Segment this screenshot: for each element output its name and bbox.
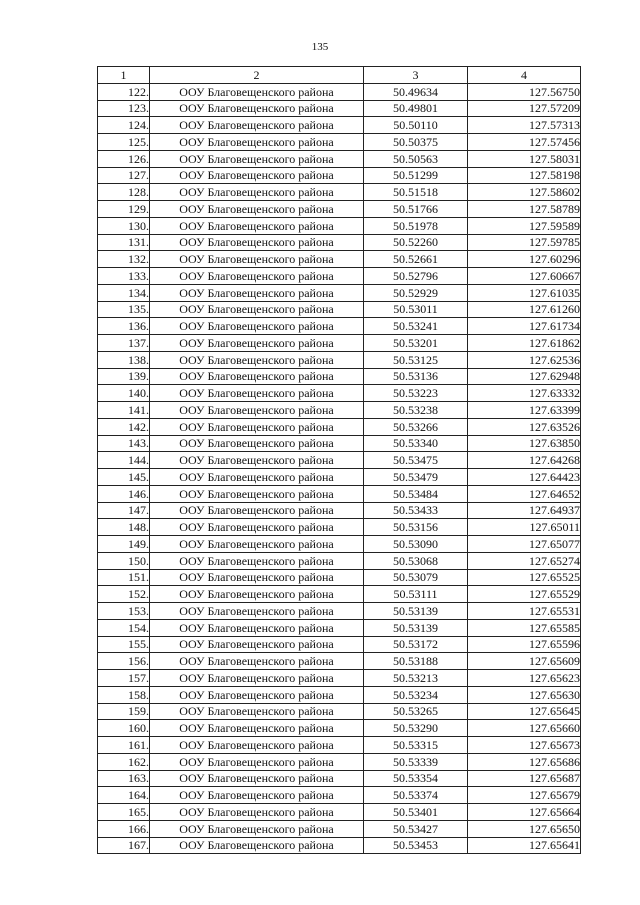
latitude-value: 50.53241 xyxy=(364,318,468,335)
organization-name: ООУ Благовещенского района xyxy=(150,686,364,703)
table-row xyxy=(98,201,581,218)
table-row xyxy=(98,770,581,787)
table-row xyxy=(98,301,581,318)
organization-name: ООУ Благовещенского района xyxy=(150,552,364,569)
longitude-value: 127.58602 xyxy=(468,184,581,201)
organization-name: ООУ Благовещенского района xyxy=(150,586,364,603)
table-row xyxy=(98,485,581,502)
longitude-value: 127.61035 xyxy=(468,284,581,301)
longitude-value: 127.64268 xyxy=(468,452,581,469)
latitude-value: 50.53111 xyxy=(364,586,468,603)
latitude-value: 50.53213 xyxy=(364,670,468,687)
table-row xyxy=(98,251,581,268)
row-number: 130. xyxy=(98,217,150,234)
organization-name: ООУ Благовещенского района xyxy=(150,603,364,620)
organization-name: ООУ Благовещенского района xyxy=(150,720,364,737)
longitude-value: 127.65679 xyxy=(468,787,581,804)
row-number: 132. xyxy=(98,251,150,268)
longitude-value: 127.64423 xyxy=(468,469,581,486)
organization-name: ООУ Благовещенского района xyxy=(150,268,364,285)
latitude-value: 50.51766 xyxy=(364,201,468,218)
latitude-value: 50.53201 xyxy=(364,335,468,352)
organization-name: ООУ Благовещенского района xyxy=(150,368,364,385)
table-row xyxy=(98,167,581,184)
table-body xyxy=(98,83,581,854)
organization-name: ООУ Благовещенского района xyxy=(150,703,364,720)
table-row xyxy=(98,552,581,569)
longitude-value: 127.56750 xyxy=(468,83,581,100)
column-header: 1 xyxy=(98,67,150,84)
latitude-value: 50.53011 xyxy=(364,301,468,318)
table-row xyxy=(98,686,581,703)
table-row xyxy=(98,820,581,837)
latitude-value: 50.53479 xyxy=(364,469,468,486)
longitude-value: 127.59589 xyxy=(468,217,581,234)
row-number: 139. xyxy=(98,368,150,385)
row-number: 149. xyxy=(98,536,150,553)
row-number: 161. xyxy=(98,737,150,754)
longitude-value: 127.61862 xyxy=(468,335,581,352)
organization-name: ООУ Благовещенского района xyxy=(150,284,364,301)
longitude-value: 127.60667 xyxy=(468,268,581,285)
latitude-value: 50.53068 xyxy=(364,552,468,569)
latitude-value: 50.52929 xyxy=(364,284,468,301)
organization-name: ООУ Благовещенского района xyxy=(150,804,364,821)
column-header: 2 xyxy=(150,67,364,84)
row-number: 159. xyxy=(98,703,150,720)
table-row xyxy=(98,318,581,335)
table-row xyxy=(98,737,581,754)
table-row xyxy=(98,603,581,620)
organization-name: ООУ Благовещенского района xyxy=(150,318,364,335)
longitude-value: 127.62536 xyxy=(468,351,581,368)
latitude-value: 50.53339 xyxy=(364,753,468,770)
longitude-value: 127.57209 xyxy=(468,100,581,117)
latitude-value: 50.53453 xyxy=(364,837,468,854)
table-row xyxy=(98,435,581,452)
organization-name: ООУ Благовещенского района xyxy=(150,619,364,636)
longitude-value: 127.65664 xyxy=(468,804,581,821)
row-number: 142. xyxy=(98,418,150,435)
row-number: 164. xyxy=(98,787,150,804)
latitude-value: 50.52260 xyxy=(364,234,468,251)
longitude-value: 127.57313 xyxy=(468,117,581,134)
row-number: 127. xyxy=(98,167,150,184)
organization-name: ООУ Благовещенского района xyxy=(150,100,364,117)
latitude-value: 50.53090 xyxy=(364,536,468,553)
organization-name: ООУ Благовещенского района xyxy=(150,452,364,469)
organization-name: ООУ Благовещенского района xyxy=(150,435,364,452)
row-number: 129. xyxy=(98,201,150,218)
organization-name: ООУ Благовещенского района xyxy=(150,636,364,653)
organization-name: ООУ Благовещенского района xyxy=(150,536,364,553)
coordinates-table xyxy=(97,66,581,854)
organization-name: ООУ Благовещенского района xyxy=(150,485,364,502)
row-number: 125. xyxy=(98,134,150,151)
row-number: 143. xyxy=(98,435,150,452)
organization-name: ООУ Благовещенского района xyxy=(150,837,364,854)
row-number: 144. xyxy=(98,452,150,469)
organization-name: ООУ Благовещенского района xyxy=(150,569,364,586)
table-row xyxy=(98,653,581,670)
latitude-value: 50.53401 xyxy=(364,804,468,821)
table-row xyxy=(98,569,581,586)
row-number: 160. xyxy=(98,720,150,737)
table-row xyxy=(98,335,581,352)
row-number: 136. xyxy=(98,318,150,335)
table-row xyxy=(98,720,581,737)
longitude-value: 127.65650 xyxy=(468,820,581,837)
row-number: 145. xyxy=(98,469,150,486)
organization-name: ООУ Благовещенского района xyxy=(150,418,364,435)
row-number: 162. xyxy=(98,753,150,770)
organization-name: ООУ Благовещенского района xyxy=(150,519,364,536)
organization-name: ООУ Благовещенского района xyxy=(150,753,364,770)
longitude-value: 127.60296 xyxy=(468,251,581,268)
organization-name: ООУ Благовещенского района xyxy=(150,83,364,100)
row-number: 131. xyxy=(98,234,150,251)
table-row xyxy=(98,184,581,201)
row-number: 166. xyxy=(98,820,150,837)
table-row xyxy=(98,351,581,368)
table-row xyxy=(98,703,581,720)
row-number: 156. xyxy=(98,653,150,670)
latitude-value: 50.53354 xyxy=(364,770,468,787)
organization-name: ООУ Благовещенского района xyxy=(150,234,364,251)
latitude-value: 50.53427 xyxy=(364,820,468,837)
longitude-value: 127.65077 xyxy=(468,536,581,553)
longitude-value: 127.63399 xyxy=(468,402,581,419)
organization-name: ООУ Благовещенского района xyxy=(150,770,364,787)
latitude-value: 50.53234 xyxy=(364,686,468,703)
row-number: 133. xyxy=(98,268,150,285)
table-row xyxy=(98,753,581,770)
table-row xyxy=(98,368,581,385)
longitude-value: 127.64937 xyxy=(468,502,581,519)
organization-name: ООУ Благовещенского района xyxy=(150,737,364,754)
row-number: 123. xyxy=(98,100,150,117)
organization-name: ООУ Благовещенского района xyxy=(150,653,364,670)
row-number: 126. xyxy=(98,150,150,167)
longitude-value: 127.65011 xyxy=(468,519,581,536)
longitude-value: 127.63850 xyxy=(468,435,581,452)
latitude-value: 50.53238 xyxy=(364,402,468,419)
latitude-value: 50.53315 xyxy=(364,737,468,754)
table-row xyxy=(98,117,581,134)
table-row xyxy=(98,837,581,854)
row-number: 150. xyxy=(98,552,150,569)
table-row xyxy=(98,586,581,603)
row-number: 134. xyxy=(98,284,150,301)
latitude-value: 50.50563 xyxy=(364,150,468,167)
column-header: 3 xyxy=(364,67,468,84)
latitude-value: 50.53139 xyxy=(364,619,468,636)
latitude-value: 50.53172 xyxy=(364,636,468,653)
row-number: 154. xyxy=(98,619,150,636)
latitude-value: 50.52661 xyxy=(364,251,468,268)
table-row xyxy=(98,217,581,234)
table-row xyxy=(98,670,581,687)
organization-name: ООУ Благовещенского района xyxy=(150,402,364,419)
latitude-value: 50.53266 xyxy=(364,418,468,435)
longitude-value: 127.58198 xyxy=(468,167,581,184)
longitude-value: 127.61260 xyxy=(468,301,581,318)
longitude-value: 127.58789 xyxy=(468,201,581,218)
row-number: 146. xyxy=(98,485,150,502)
row-number: 122. xyxy=(98,83,150,100)
latitude-value: 50.53156 xyxy=(364,519,468,536)
organization-name: ООУ Благовещенского района xyxy=(150,301,364,318)
row-number: 153. xyxy=(98,603,150,620)
organization-name: ООУ Благовещенского района xyxy=(150,670,364,687)
table-row xyxy=(98,100,581,117)
table-row xyxy=(98,619,581,636)
row-number: 148. xyxy=(98,519,150,536)
longitude-value: 127.62948 xyxy=(468,368,581,385)
table-row xyxy=(98,284,581,301)
organization-name: ООУ Благовещенского района xyxy=(150,787,364,804)
latitude-value: 50.53290 xyxy=(364,720,468,737)
row-number: 141. xyxy=(98,402,150,419)
organization-name: ООУ Благовещенского района xyxy=(150,502,364,519)
latitude-value: 50.53223 xyxy=(364,385,468,402)
longitude-value: 127.65529 xyxy=(468,586,581,603)
organization-name: ООУ Благовещенского района xyxy=(150,167,364,184)
table-row xyxy=(98,469,581,486)
longitude-value: 127.65596 xyxy=(468,636,581,653)
organization-name: ООУ Благовещенского района xyxy=(150,385,364,402)
organization-name: ООУ Благовещенского района xyxy=(150,201,364,218)
longitude-value: 127.65531 xyxy=(468,603,581,620)
organization-name: ООУ Благовещенского района xyxy=(150,184,364,201)
longitude-value: 127.65687 xyxy=(468,770,581,787)
latitude-value: 50.49801 xyxy=(364,100,468,117)
row-number: 158. xyxy=(98,686,150,703)
latitude-value: 50.53340 xyxy=(364,435,468,452)
table-row xyxy=(98,134,581,151)
row-number: 135. xyxy=(98,301,150,318)
organization-name: ООУ Благовещенского района xyxy=(150,251,364,268)
row-number: 165. xyxy=(98,804,150,821)
latitude-value: 50.50110 xyxy=(364,117,468,134)
row-number: 157. xyxy=(98,670,150,687)
longitude-value: 127.65609 xyxy=(468,653,581,670)
longitude-value: 127.65623 xyxy=(468,670,581,687)
table-row xyxy=(98,636,581,653)
row-number: 124. xyxy=(98,117,150,134)
row-number: 163. xyxy=(98,770,150,787)
longitude-value: 127.59785 xyxy=(468,234,581,251)
row-number: 140. xyxy=(98,385,150,402)
longitude-value: 127.65525 xyxy=(468,569,581,586)
latitude-value: 50.53125 xyxy=(364,351,468,368)
organization-name: ООУ Благовещенского района xyxy=(150,134,364,151)
longitude-value: 127.65630 xyxy=(468,686,581,703)
longitude-value: 127.63526 xyxy=(468,418,581,435)
latitude-value: 50.53475 xyxy=(364,452,468,469)
row-number: 155. xyxy=(98,636,150,653)
longitude-value: 127.58031 xyxy=(468,150,581,167)
table-row xyxy=(98,536,581,553)
table-row xyxy=(98,385,581,402)
longitude-value: 127.65585 xyxy=(468,619,581,636)
latitude-value: 50.50375 xyxy=(364,134,468,151)
longitude-value: 127.63332 xyxy=(468,385,581,402)
latitude-value: 50.52796 xyxy=(364,268,468,285)
longitude-value: 127.65641 xyxy=(468,837,581,854)
table-row xyxy=(98,804,581,821)
row-number: 151. xyxy=(98,569,150,586)
organization-name: ООУ Благовещенского района xyxy=(150,217,364,234)
latitude-value: 50.51978 xyxy=(364,217,468,234)
table-row xyxy=(98,519,581,536)
table-row xyxy=(98,787,581,804)
longitude-value: 127.57456 xyxy=(468,134,581,151)
latitude-value: 50.53484 xyxy=(364,485,468,502)
row-number: 128. xyxy=(98,184,150,201)
table-row xyxy=(98,83,581,100)
latitude-value: 50.53079 xyxy=(364,569,468,586)
table-row xyxy=(98,402,581,419)
organization-name: ООУ Благовещенского района xyxy=(150,469,364,486)
table-row xyxy=(98,234,581,251)
longitude-value: 127.65686 xyxy=(468,753,581,770)
longitude-value: 127.65645 xyxy=(468,703,581,720)
row-number: 137. xyxy=(98,335,150,352)
organization-name: ООУ Благовещенского района xyxy=(150,820,364,837)
row-number: 147. xyxy=(98,502,150,519)
organization-name: ООУ Благовещенского района xyxy=(150,117,364,134)
longitude-value: 127.65660 xyxy=(468,720,581,737)
row-number: 167. xyxy=(98,837,150,854)
latitude-value: 50.53136 xyxy=(364,368,468,385)
organization-name: ООУ Благовещенского района xyxy=(150,335,364,352)
column-header: 4 xyxy=(468,67,581,84)
table-row xyxy=(98,502,581,519)
table-header-row xyxy=(98,67,581,84)
longitude-value: 127.61734 xyxy=(468,318,581,335)
latitude-value: 50.53188 xyxy=(364,653,468,670)
row-number: 152. xyxy=(98,586,150,603)
table-row xyxy=(98,268,581,285)
organization-name: ООУ Благовещенского района xyxy=(150,351,364,368)
latitude-value: 50.53433 xyxy=(364,502,468,519)
latitude-value: 50.51518 xyxy=(364,184,468,201)
organization-name: ООУ Благовещенского района xyxy=(150,150,364,167)
row-number: 138. xyxy=(98,351,150,368)
latitude-value: 50.53139 xyxy=(364,603,468,620)
latitude-value: 50.49634 xyxy=(364,83,468,100)
table-row xyxy=(98,418,581,435)
latitude-value: 50.53265 xyxy=(364,703,468,720)
table-row xyxy=(98,452,581,469)
longitude-value: 127.64652 xyxy=(468,485,581,502)
latitude-value: 50.53374 xyxy=(364,787,468,804)
longitude-value: 127.65673 xyxy=(468,737,581,754)
table-row xyxy=(98,150,581,167)
page-number: 135 xyxy=(311,41,329,53)
latitude-value: 50.51299 xyxy=(364,167,468,184)
longitude-value: 127.65274 xyxy=(468,552,581,569)
